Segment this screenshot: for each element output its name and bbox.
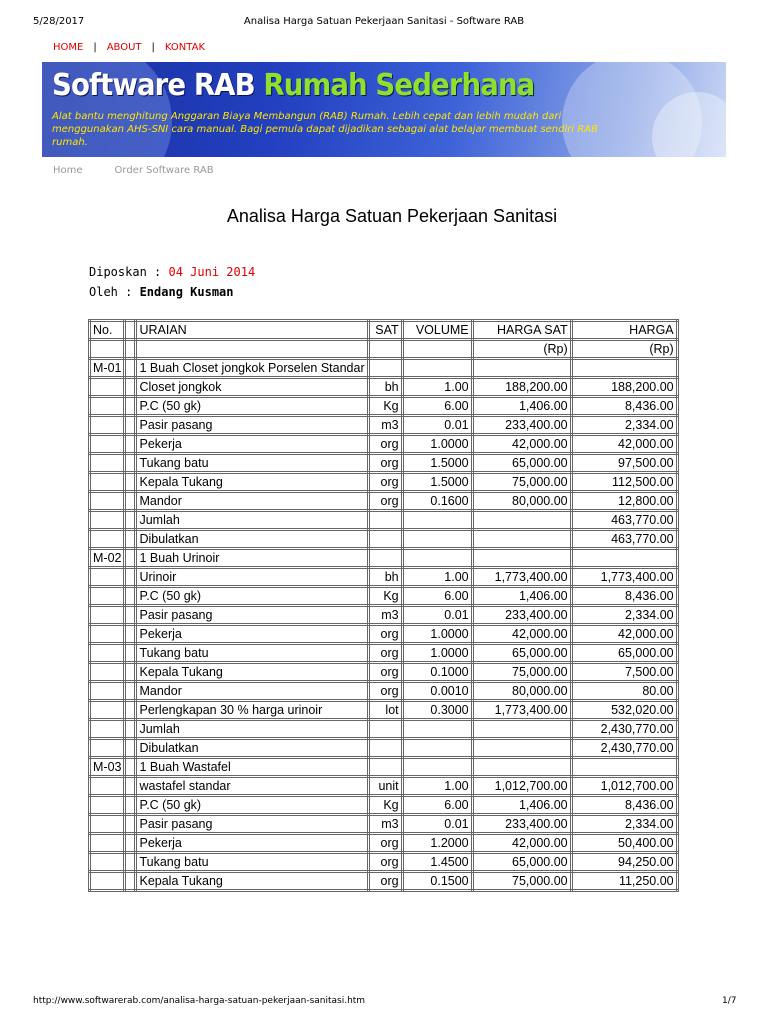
table-cell: 94,250.00 — [571, 853, 677, 872]
table-cell: 0.3000 — [402, 701, 472, 720]
table-cell: 1.00 — [402, 568, 472, 587]
table-cell: 97,500.00 — [571, 454, 677, 473]
site-banner[interactable] — [42, 62, 726, 157]
table-cell: 1.2000 — [402, 834, 472, 853]
table-cell: 65,000.00 — [472, 644, 571, 663]
table-cell: Jumlah — [136, 511, 368, 530]
table-cell — [472, 511, 571, 530]
table-cell: M-01 — [90, 359, 125, 378]
table-cell: M-03 — [90, 758, 125, 777]
table-cell — [125, 549, 136, 568]
table-cell: 1,773,400.00 — [472, 701, 571, 720]
table-row — [90, 777, 678, 796]
table-cell — [125, 378, 136, 397]
table-row — [90, 378, 678, 397]
table-row — [90, 606, 678, 625]
table-cell — [368, 549, 402, 568]
table-cell — [125, 720, 136, 739]
table-row — [90, 359, 678, 378]
table-cell: bh — [368, 378, 402, 397]
table-cell — [90, 777, 125, 796]
table-cell — [90, 397, 125, 416]
banner-tagline: Alat bantu menghitung Anggaran Biaya Membangun (RAB) Rumah. Lebih cepat dan lebih mudah dari menggunakan AHS-SNI cara manual. Bagi pemula dapat dijadikan sebagai alat belajar membuat sendiri RAB rumah. — [52, 111, 598, 148]
table-cell: org — [368, 454, 402, 473]
table-cell: org — [368, 435, 402, 454]
table-cell: Pasir pasang — [136, 416, 368, 435]
table-cell — [368, 530, 402, 549]
table-cell: 112,500.00 — [571, 473, 677, 492]
table-cell: (Rp) — [571, 340, 677, 359]
table-cell — [571, 359, 677, 378]
table-row — [90, 568, 678, 587]
header-cell: VOLUME — [402, 321, 472, 340]
table-cell — [90, 492, 125, 511]
subnav-home-link[interactable]: Home — [53, 165, 83, 176]
table-row — [90, 473, 678, 492]
table-cell — [125, 435, 136, 454]
table-cell — [125, 492, 136, 511]
table-cell: 11,250.00 — [571, 872, 677, 891]
table-cell — [402, 549, 472, 568]
table-cell — [90, 568, 125, 587]
table-cell: 0.0010 — [402, 682, 472, 701]
table-cell — [125, 777, 136, 796]
table-cell: 1.5000 — [402, 473, 472, 492]
table-cell — [90, 378, 125, 397]
table-cell — [368, 739, 402, 758]
table-cell — [125, 758, 136, 777]
table-cell — [90, 625, 125, 644]
table-cell: 2,430,770.00 — [571, 739, 677, 758]
table-cell: 1.0000 — [402, 435, 472, 454]
table-row — [90, 644, 678, 663]
table-cell — [472, 758, 571, 777]
table-cell — [90, 796, 125, 815]
nav-separator: | — [151, 42, 155, 53]
table-cell: Kepala Tukang — [136, 663, 368, 682]
table-cell: 7,500.00 — [571, 663, 677, 682]
table-cell — [571, 758, 677, 777]
table-cell: 0.01 — [402, 416, 472, 435]
post-date-line — [89, 265, 255, 279]
table-row — [90, 416, 678, 435]
table-cell: 188,200.00 — [571, 378, 677, 397]
logo-text-white: Software RAB — [52, 68, 264, 103]
table-cell: 1 Buah Wastafel — [136, 758, 368, 777]
table-cell — [125, 359, 136, 378]
table-cell: org — [368, 872, 402, 891]
table-cell — [90, 340, 125, 359]
table-cell — [125, 473, 136, 492]
table-cell — [90, 435, 125, 454]
table-cell — [125, 815, 136, 834]
table-cell: org — [368, 834, 402, 853]
top-nav — [53, 42, 205, 53]
table-cell: 2,334.00 — [571, 815, 677, 834]
table-cell — [472, 359, 571, 378]
table-cell — [125, 397, 136, 416]
table-cell: 2,430,770.00 — [571, 720, 677, 739]
table-cell: 8,436.00 — [571, 796, 677, 815]
table-cell — [125, 454, 136, 473]
header-cell — [125, 321, 136, 340]
table-cell — [90, 606, 125, 625]
table-row — [90, 758, 678, 777]
table-cell — [125, 701, 136, 720]
table-cell — [402, 720, 472, 739]
table-cell: 1.4500 — [402, 853, 472, 872]
table-row — [90, 454, 678, 473]
table-cell: Jumlah — [136, 720, 368, 739]
table-cell: 50,400.00 — [571, 834, 677, 853]
table-cell: org — [368, 853, 402, 872]
table-cell — [571, 549, 677, 568]
table-cell: Urinoir — [136, 568, 368, 587]
table-row — [90, 720, 678, 739]
table-cell: 65,000.00 — [472, 454, 571, 473]
table-cell: 80,000.00 — [472, 682, 571, 701]
table-row — [90, 340, 678, 359]
table-cell — [125, 625, 136, 644]
table-cell: org — [368, 473, 402, 492]
table-cell: (Rp) — [472, 340, 571, 359]
nav-about-link[interactable]: ABOUT — [106, 42, 142, 53]
site-logo — [52, 68, 534, 103]
table-cell: 1,012,700.00 — [472, 777, 571, 796]
table-cell — [125, 682, 136, 701]
analysis-table — [88, 319, 679, 892]
table-cell — [90, 720, 125, 739]
table-cell: 1.0000 — [402, 625, 472, 644]
table-cell: 1,012,700.00 — [571, 777, 677, 796]
table-cell — [90, 739, 125, 758]
table-cell — [402, 340, 472, 359]
table-cell: 1.00 — [402, 777, 472, 796]
table-cell: 1.00 — [402, 378, 472, 397]
table-cell: Dibulatkan — [136, 739, 368, 758]
table-cell: 1 Buah Closet jongkok Porselen Standar — [136, 359, 368, 378]
table-cell: 463,770.00 — [571, 511, 677, 530]
table-cell — [90, 454, 125, 473]
header-cell: URAIAN — [136, 321, 368, 340]
table-row — [90, 530, 678, 549]
table-cell — [90, 511, 125, 530]
table-cell: bh — [368, 568, 402, 587]
table-cell — [90, 834, 125, 853]
table-row — [90, 796, 678, 815]
table-cell — [402, 758, 472, 777]
table-cell: 233,400.00 — [472, 416, 571, 435]
nav-separator: | — [93, 42, 97, 53]
table-cell — [125, 511, 136, 530]
table-cell: org — [368, 492, 402, 511]
table-row — [90, 872, 678, 891]
table-cell: Pasir pasang — [136, 606, 368, 625]
table-cell: 6.00 — [402, 397, 472, 416]
author-label: Oleh : — [89, 285, 140, 299]
table-cell: 42,000.00 — [472, 834, 571, 853]
table-cell: 2,334.00 — [571, 606, 677, 625]
table-cell: org — [368, 644, 402, 663]
table-cell — [368, 340, 402, 359]
table-cell: P.C (50 gk) — [136, 587, 368, 606]
table-cell: Pekerja — [136, 435, 368, 454]
table-row — [90, 435, 678, 454]
sub-nav — [53, 165, 246, 176]
table-cell — [125, 530, 136, 549]
table-row — [90, 815, 678, 834]
table-cell: Kg — [368, 397, 402, 416]
table-cell — [125, 340, 136, 359]
table-row — [90, 663, 678, 682]
table-cell — [368, 511, 402, 530]
table-cell: Kepala Tukang — [136, 872, 368, 891]
table-row — [90, 834, 678, 853]
table-cell — [125, 416, 136, 435]
table-cell — [90, 872, 125, 891]
table-cell: Closet jongkok — [136, 378, 368, 397]
table-cell: Tukang batu — [136, 853, 368, 872]
table-cell — [125, 587, 136, 606]
table-cell — [90, 416, 125, 435]
table-cell — [90, 853, 125, 872]
table-cell: 75,000.00 — [472, 663, 571, 682]
table-cell: 65,000.00 — [472, 853, 571, 872]
table-cell — [125, 834, 136, 853]
nav-kontak-link[interactable]: KONTAK — [164, 42, 206, 53]
table-cell: 42,000.00 — [472, 625, 571, 644]
logo-text-green: Rumah Sederhana — [263, 68, 535, 103]
table-cell — [90, 530, 125, 549]
table-cell — [90, 815, 125, 834]
table-cell: 233,400.00 — [472, 815, 571, 834]
table-cell: 12,800.00 — [571, 492, 677, 511]
table-row — [90, 492, 678, 511]
table-row — [90, 587, 678, 606]
nav-home-link[interactable]: HOME — [53, 42, 84, 53]
table-cell — [472, 530, 571, 549]
table-cell: Pekerja — [136, 834, 368, 853]
table-cell: 1.0000 — [402, 644, 472, 663]
header-cell: HARGA SAT — [472, 321, 571, 340]
table-header-row — [90, 321, 678, 340]
table-row — [90, 511, 678, 530]
table-cell: 0.1000 — [402, 663, 472, 682]
table-cell: unit — [368, 777, 402, 796]
table-cell — [402, 739, 472, 758]
print-url: http://www.softwarerab.com/analisa-harga-satuan-pekerjaan-sanitasi.htm — [33, 996, 366, 1006]
author-line — [89, 285, 234, 299]
table-cell: 8,436.00 — [571, 397, 677, 416]
table-cell: Pasir pasang — [136, 815, 368, 834]
table-cell: 0.1500 — [402, 872, 472, 891]
table-cell: 0.01 — [402, 815, 472, 834]
table-cell — [125, 872, 136, 891]
subnav-order-link[interactable]: Order Software RAB — [114, 165, 214, 176]
table-cell: 42,000.00 — [571, 435, 677, 454]
table-cell: 1,773,400.00 — [472, 568, 571, 587]
table-cell — [368, 359, 402, 378]
table-cell: Pekerja — [136, 625, 368, 644]
table-cell: Tukang batu — [136, 644, 368, 663]
table-row — [90, 625, 678, 644]
table-cell — [125, 568, 136, 587]
table-cell: 8,436.00 — [571, 587, 677, 606]
table-row — [90, 739, 678, 758]
table-cell: 2,334.00 — [571, 416, 677, 435]
table-cell: 463,770.00 — [571, 530, 677, 549]
table-cell — [125, 739, 136, 758]
table-cell: 0.1600 — [402, 492, 472, 511]
table-row — [90, 682, 678, 701]
author-name: Endang Kusman — [139, 285, 234, 299]
table-cell: org — [368, 682, 402, 701]
print-date: 5/28/2017 — [33, 16, 85, 27]
table-cell: Mandor — [136, 682, 368, 701]
table-cell — [402, 530, 472, 549]
table-cell — [90, 701, 125, 720]
table-row — [90, 701, 678, 720]
table-cell — [125, 663, 136, 682]
table-cell: Mandor — [136, 492, 368, 511]
table-cell — [472, 549, 571, 568]
table-cell: Perlengkapan 30 % harga urinoir — [136, 701, 368, 720]
table-cell: Tukang batu — [136, 454, 368, 473]
table-cell: 532,020.00 — [571, 701, 677, 720]
table-cell — [472, 739, 571, 758]
table-cell — [368, 720, 402, 739]
table-row — [90, 853, 678, 872]
table-cell: P.C (50 gk) — [136, 397, 368, 416]
table-body — [90, 340, 678, 891]
table-cell: P.C (50 gk) — [136, 796, 368, 815]
table-cell: 1,406.00 — [472, 587, 571, 606]
table-cell: org — [368, 625, 402, 644]
table-cell — [90, 663, 125, 682]
table-cell: wastafel standar — [136, 777, 368, 796]
table-cell — [402, 359, 472, 378]
table-cell — [472, 720, 571, 739]
table-cell: 42,000.00 — [571, 625, 677, 644]
table-cell: m3 — [368, 606, 402, 625]
print-page-number: 1/7 — [722, 996, 737, 1006]
table-cell: 1 Buah Urinoir — [136, 549, 368, 568]
table-cell: 1,773,400.00 — [571, 568, 677, 587]
table-cell: 6.00 — [402, 587, 472, 606]
table-cell — [90, 473, 125, 492]
table-cell — [90, 644, 125, 663]
table-cell: 0.01 — [402, 606, 472, 625]
table-cell: 42,000.00 — [472, 435, 571, 454]
table-cell: 75,000.00 — [472, 473, 571, 492]
table-cell: 80.00 — [571, 682, 677, 701]
table-cell: m3 — [368, 416, 402, 435]
table-cell: 1,406.00 — [472, 397, 571, 416]
table-cell — [125, 853, 136, 872]
table-cell: 233,400.00 — [472, 606, 571, 625]
table-cell — [125, 796, 136, 815]
table-cell: 188,200.00 — [472, 378, 571, 397]
table-cell: 65,000.00 — [571, 644, 677, 663]
table-row — [90, 397, 678, 416]
table-cell — [402, 511, 472, 530]
posted-label: Diposkan : — [89, 265, 169, 279]
table-cell: 1.5000 — [402, 454, 472, 473]
table-cell: 1,406.00 — [472, 796, 571, 815]
table-cell: M-02 — [90, 549, 125, 568]
table-cell — [90, 682, 125, 701]
table-cell — [125, 606, 136, 625]
table-cell: org — [368, 663, 402, 682]
print-title: Analisa Harga Satuan Pekerjaan Sanitasi - Software RAB — [243, 16, 525, 27]
posted-date: 04 Juni 2014 — [168, 265, 256, 279]
table-cell: m3 — [368, 815, 402, 834]
table-cell: lot — [368, 701, 402, 720]
table-cell: Kepala Tukang — [136, 473, 368, 492]
table-cell — [136, 340, 368, 359]
table-cell — [125, 644, 136, 663]
table-cell: 80,000.00 — [472, 492, 571, 511]
table-cell — [90, 587, 125, 606]
table-cell: Kg — [368, 796, 402, 815]
header-cell: No. — [90, 321, 125, 340]
table-cell: 6.00 — [402, 796, 472, 815]
page-title: Analisa Harga Satuan Pekerjaan Sanitasi — [226, 206, 558, 226]
header-cell: HARGA — [571, 321, 677, 340]
header-cell: SAT — [368, 321, 402, 340]
table-cell: Dibulatkan — [136, 530, 368, 549]
table-cell: Kg — [368, 587, 402, 606]
table-cell — [368, 758, 402, 777]
table-row — [90, 549, 678, 568]
table-cell: 75,000.00 — [472, 872, 571, 891]
